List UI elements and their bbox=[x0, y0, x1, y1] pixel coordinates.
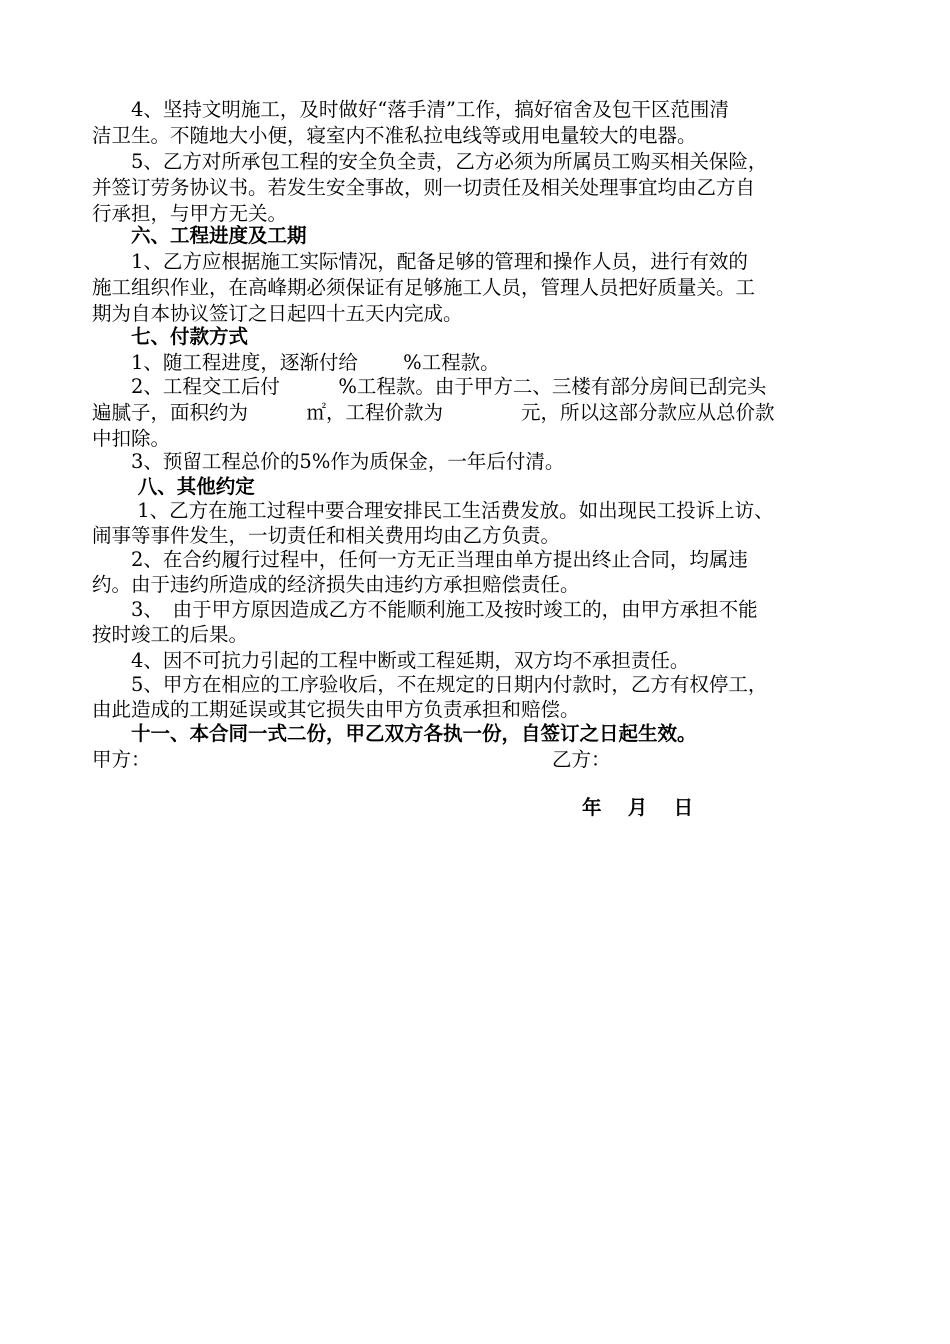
text-line: 遍腻子，面积约为 ㎡，工程价款为 元，所以这部分款应从总价款 bbox=[92, 401, 775, 424]
text-line: 约。由于违约所造成的经济损失由违约方承担赔偿责任。 bbox=[92, 573, 580, 596]
text-line: 并签订劳务协议书。若发生安全事故，则一切责任及相关处理事宜均由乙方自 bbox=[92, 176, 756, 199]
party-b-label: 乙方： bbox=[552, 748, 611, 771]
text-line: 5、甲方在相应的工序验收后，不在规定的日期内付款时，乙方有权停工， bbox=[92, 673, 768, 696]
text-line: 洁卫生。不随地大小便，寝室内不准私拉电线等或用电量较大的电器。 bbox=[92, 124, 697, 147]
text-line: 中扣除。 bbox=[92, 427, 171, 450]
text-line: 施工组织作业，在高峰期必须保证有足够施工人员，管理人员把好质量关。工 bbox=[92, 276, 756, 299]
text-line: 期为自本协议签订之日起四十五天内完成。 bbox=[92, 302, 463, 325]
text-line: 1、随工程进度，逐渐付给 %工程款。 bbox=[92, 351, 500, 374]
closing-clause: 十一、本合同一式二份，甲乙双方各执一份，自签订之日起生效。 bbox=[92, 722, 697, 745]
section-heading: 六、工程进度及工期 bbox=[92, 224, 307, 247]
text-line: 2、在合约履行过程中，任何一方无正当理由单方提出终止合同，均属违 bbox=[92, 548, 748, 571]
text-line: 闹事等事件发生，一切责任和相关费用均由乙方负责。 bbox=[92, 524, 561, 547]
text-line: 4、坚持文明施工，及时做好“落手清”工作，搞好宿舍及包干区范围清 bbox=[92, 98, 729, 121]
text-line: 1、乙方在施工过程中要合理安排民工生活费发放。如出现民工投诉上访、 bbox=[92, 499, 774, 522]
text-line: 3、预留工程总价的5%作为质保金，一年后付清。 bbox=[92, 450, 565, 473]
date-line: 年 月 日 bbox=[582, 796, 694, 819]
text-line: 1、乙方应根据施工实际情况，配备足够的管理和操作人员，进行有效的 bbox=[92, 250, 748, 273]
text-line: 2、工程交工后付 %工程款。由于甲方二、三楼有部分房间已刮完头 bbox=[92, 375, 767, 398]
text-line: 行承担，与甲方无关。 bbox=[92, 202, 288, 225]
party-a-label: 甲方： bbox=[92, 748, 151, 771]
section-heading: 七、付款方式 bbox=[92, 325, 249, 348]
text-line: 3、 由于甲方原因造成乙方不能顺利施工及按时竣工的，由甲方承担不能 bbox=[92, 598, 758, 621]
section-heading: 八、其他约定 bbox=[92, 475, 255, 498]
text-line: 按时竣工的后果。 bbox=[92, 623, 249, 646]
text-line: 由此造成的工期延误或其它损失由甲方负责承担和赔偿。 bbox=[92, 698, 580, 721]
text-line: 5、乙方对所承包工程的安全负全责，乙方必须为所属员工购买相关保险， bbox=[92, 150, 768, 173]
text-line: 4、因不可抗力引起的工程中断或工程延期，双方均不承担责任。 bbox=[92, 649, 690, 672]
